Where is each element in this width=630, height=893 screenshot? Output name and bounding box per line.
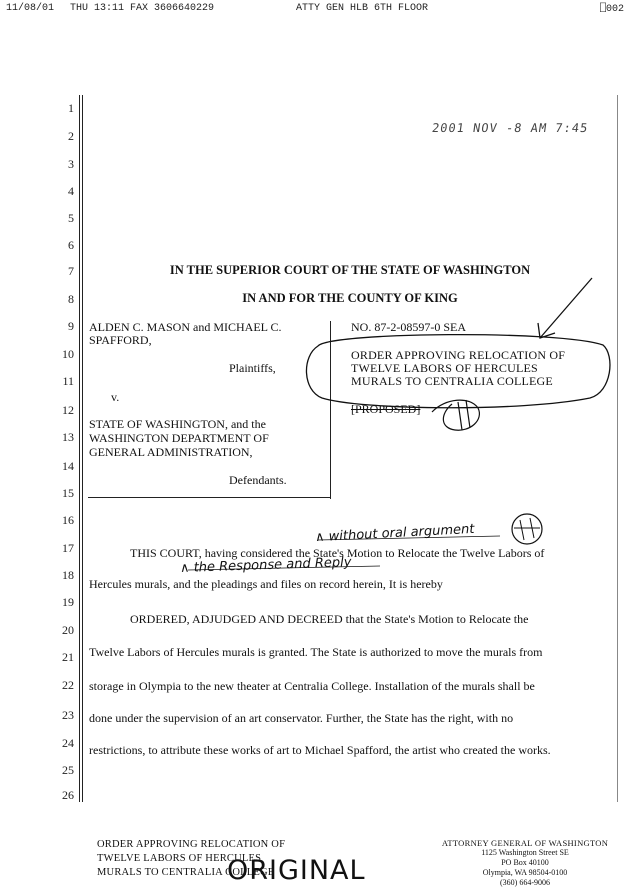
plaintiffs-line1: ALDEN C. MASON and MICHAEL C. [89, 320, 282, 334]
line-number: 2 [68, 129, 74, 143]
fax-header [6, 3, 624, 17]
defendants-line2: WASHINGTON DEPARTMENT OF [89, 431, 269, 445]
filing-stamp: 2001 NOV -8 AM 7:45 [431, 121, 590, 135]
circled-initials-icon [512, 514, 542, 544]
line-number: 22 [62, 678, 74, 692]
line-number: 5 [68, 211, 74, 225]
line-number: 21 [62, 650, 74, 664]
fax-date: 11/08/01 [6, 3, 55, 14]
line-number: 18 [62, 568, 74, 582]
proposed-label: [PROPOSED] [351, 402, 421, 416]
footer-title-line3: MURALS TO CENTRALIA COLLEGE [97, 867, 275, 878]
case-number: NO. 87-2-08597-0 SEA [351, 320, 466, 334]
pleading-rule-left [79, 95, 80, 802]
line-number: 11 [62, 374, 74, 388]
footer-title-line1: ORDER APPROVING RELOCATION OF [97, 839, 286, 850]
fax-office: ATTY GEN HLB 6TH FLOOR [296, 3, 429, 14]
caption-divider-horizontal [88, 497, 331, 498]
court-title-line2: IN AND FOR THE COUNTY OF KING [242, 291, 458, 305]
order-title-line1: ORDER APPROVING RELOCATION OF [351, 348, 566, 362]
footer-title-line2: TWELVE LABORS OF HERCULES [97, 853, 262, 864]
line-number: 25 [62, 763, 74, 777]
plaintiffs-line2: SPAFFORD, [89, 333, 152, 347]
initials-mark-icon [432, 400, 479, 430]
pleading-rule-right [617, 95, 618, 802]
fax-page: ⎕002 [599, 4, 624, 15]
line-number: 15 [62, 486, 74, 500]
ag-phone: (360) 664-9006 [500, 878, 550, 887]
body-para2-line1: ORDERED, ADJUDGED AND DECREED that the State's Motion to Relocate the [130, 612, 529, 626]
original-stamp: ORIGINAL [227, 855, 366, 886]
line-number: 13 [62, 430, 74, 444]
body-para1-line2: Hercules murals, and the pleadings and files on record herein, It is hereby [89, 577, 443, 591]
versus: v. [111, 390, 120, 404]
line-number: 14 [62, 459, 74, 473]
line-number: 8 [68, 292, 74, 306]
line-number: 1 [68, 101, 74, 115]
ag-city: Olympia, WA 98504-0100 [482, 868, 568, 877]
handwritten-arrowhead-icon [538, 323, 555, 338]
line-number: 23 [62, 708, 74, 722]
body-para2-line2: Twelve Labors of Hercules murals is granted. The State is authorized to move the murals from [89, 645, 543, 659]
defendants-line1: STATE OF WASHINGTON, and the [89, 417, 266, 431]
line-number: 19 [62, 595, 74, 609]
fax-time: THU 13:11 FAX 3606640229 [70, 3, 215, 14]
handwritten-insert-response: ∧ the Response and Reply [179, 555, 352, 576]
line-number: 3 [68, 157, 74, 171]
line-number: 9 [68, 319, 74, 333]
defendants-label: Defendants. [229, 473, 287, 487]
line-number: 24 [62, 736, 74, 750]
court-title-line1: IN THE SUPERIOR COURT OF THE STATE OF WASHINGTON [169, 263, 531, 277]
line-number: 17 [62, 541, 74, 555]
plaintiffs-label: Plaintiffs, [229, 361, 276, 375]
ag-street: 1125 Washington Street SE [481, 848, 569, 857]
attorney-general-block [440, 838, 610, 888]
line-number: 16 [62, 513, 74, 527]
line-number: 20 [62, 623, 74, 637]
body-para2-line5: restrictions, to attribute these works of art to Michael Spafford, the artist who created the works. [89, 743, 551, 757]
order-title-line3: MURALS TO CENTRALIA COLLEGE [351, 374, 553, 388]
body-para1-line1: THIS COURT, having considered the State's Motion to Relocate the Twelve Labors of [130, 546, 545, 560]
order-title-line2: TWELVE LABORS OF HERCULES [351, 361, 538, 375]
body-para2-line4: done under the supervision of an art conservator. Further, the State has the right, with no [89, 711, 514, 725]
handwritten-arrow-icon [540, 278, 592, 338]
pleading-rule-left-inner [82, 95, 83, 802]
caption-divider-vertical [330, 321, 331, 499]
body-para2-line3: storage in Olympia to the new theater at Centralia College. Installation of the murals shall be [89, 679, 535, 693]
line-number: 6 [68, 238, 74, 252]
line-number: 7 [68, 264, 74, 278]
ag-po-box: PO Box 40100 [501, 858, 549, 867]
line-number: 26 [62, 788, 74, 802]
line-number: 12 [62, 403, 74, 417]
line-number: 10 [62, 347, 74, 361]
defendants-line3: GENERAL ADMINISTRATION, [89, 445, 253, 459]
handwritten-insert-oral-argument: ∧ without oral argument [314, 521, 475, 546]
ag-name: ATTORNEY GENERAL OF WASHINGTON [441, 838, 609, 848]
line-number: 4 [68, 184, 74, 198]
